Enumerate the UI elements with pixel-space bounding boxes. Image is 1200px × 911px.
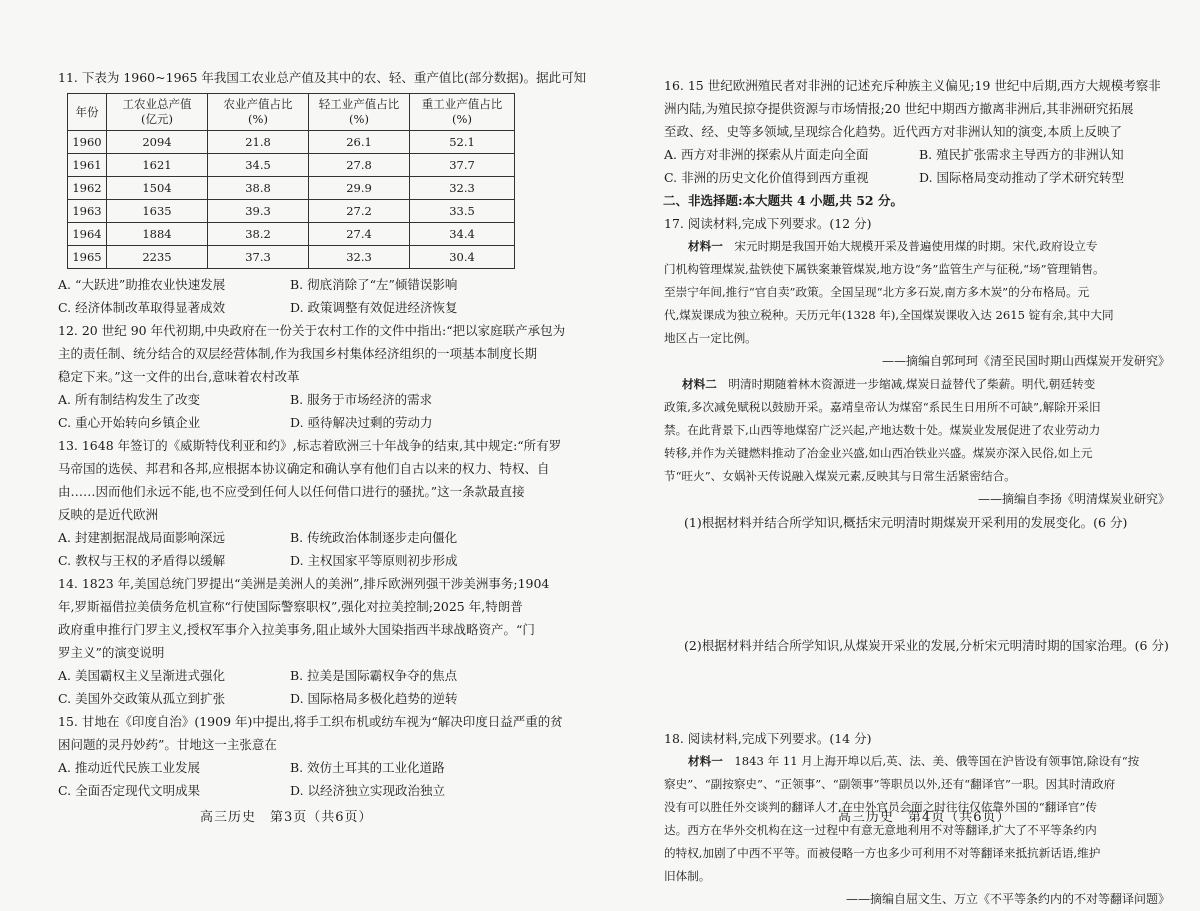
q14-line: 罗主义”的演变说明 — [58, 645, 165, 660]
table-cell: 27.8 — [309, 154, 410, 177]
table-cell: 1962 — [68, 177, 107, 200]
table-cell: 1884 — [107, 223, 208, 246]
option-c[interactable]: C. 美国外交政策从孤立到扩张 — [58, 691, 226, 706]
table-row — [68, 131, 515, 154]
q13-line: 由……因而他们永远不能,也不应受到任何人以任何借口进行的骚扰。”这一条款最直接 — [58, 484, 525, 499]
material-line: 没有可以胜任外交谈判的翻译人才,在中外官员会面之时往往仅依靠外国的“翻译官”传 — [664, 800, 1097, 814]
answer-space[interactable] — [664, 657, 1170, 727]
material-line: 旧体制。 — [664, 869, 711, 883]
table-cell: 34.4 — [410, 223, 515, 246]
q17-material-2-first-line — [664, 373, 1170, 396]
q12-line: 12. 20 世纪 90 年代初期,中央政府在一份关于农村工作的文件中指出:“把以家庭联产承包为 — [58, 323, 566, 338]
q16-options-row-1 — [664, 143, 1170, 166]
option-b[interactable]: B. 拉美是国际霸权争夺的焦点 — [290, 668, 458, 683]
q15-line: 困问题的灵丹妙药”。甘地这一主张意在 — [58, 737, 277, 752]
material-line: 政策,多次减免赋税以鼓励开采。嘉靖皇帝认为煤窑“系民生日用所不可缺”,解除开采旧 — [664, 400, 1101, 414]
table-cell: 1960 — [68, 131, 107, 154]
table-cell: 2094 — [107, 131, 208, 154]
q18-material-1-first-line — [664, 750, 1170, 773]
table-cell: 29.9 — [309, 177, 410, 200]
table-row — [68, 154, 515, 177]
q15-options-row-2 — [58, 779, 586, 802]
table-row — [68, 177, 515, 200]
q13-options-row-2 — [58, 549, 586, 572]
q17-sub-question-2: (2)根据材料并结合所学知识,从煤炭开采业的发展,分析宋元明清时期的国家治理。(6 分) — [684, 638, 1169, 653]
material-line: 察史”、“副按察史”、“正领事”、“副领事”等职员以外,还有“翻译官”一职。因其时清政府 — [664, 777, 1116, 791]
material-line: 达。西方在华外交机构在这一过程中有意无意地利用不对等翻译,扩大了不平等条约内 — [664, 823, 1097, 837]
q17-stem: 17. 阅读材料,完成下列要求。(12 分) — [664, 216, 872, 231]
material-line: 门机构管理煤炭,盐铁使下属铁案兼管煤炭,地方设“务”监管生产与征税,“场”管理销售。 — [664, 262, 1105, 276]
q11-stem: 11. 下表为 1960~1965 年我国工农业总产值及其中的农、轻、重产值比(部分数据)。据此可知 — [58, 70, 587, 85]
option-c[interactable]: C. 教权与王权的矛盾得以缓解 — [58, 553, 226, 568]
q16-line: 洲内陆,为殖民掠夺提供资源与市场情报;20 世纪中期西方撤离非洲后,其非洲研究拓展 — [664, 101, 1134, 116]
table-cell: 34.5 — [208, 154, 309, 177]
table-row — [68, 200, 515, 223]
q17-material-1-first-line — [664, 235, 1170, 258]
q11-table — [67, 93, 515, 269]
material-line: 禁。在此背景下,山西等地煤窑广泛兴起,产地达数十处。煤炭业发展促进了农业劳动力 — [664, 423, 1101, 437]
material-text: 1843 年 11 月上海开埠以后,英、法、美、俄等国在沪皆设有领事馆,除设有“按 — [722, 754, 1140, 768]
material-label: 材料一 — [688, 239, 723, 253]
table-cell: 52.1 — [410, 131, 515, 154]
table-header: 重工业产值占比 (%) — [410, 94, 515, 131]
table-cell: 32.3 — [410, 177, 515, 200]
material-line: 地区占一定比例。 — [664, 331, 757, 345]
material-text: 明清时期随着林木资源进一步缩减,煤炭日益替代了柴薪。明代,朝廷转变 — [716, 377, 1096, 391]
table-cell: 1963 — [68, 200, 107, 223]
q12-line: 主的责任制、统分结合的双层经营体制,作为我国乡村集体经济组织的一项基本制度长期 — [58, 346, 537, 361]
right-page — [602, 0, 1200, 906]
table-header: 轻工业产值占比 (%) — [309, 94, 410, 131]
q18-stem: 18. 阅读材料,完成下列要求。(14 分) — [664, 731, 872, 746]
table-cell: 32.3 — [309, 246, 410, 269]
option-c[interactable]: C. 非洲的历史文化价值得到西方重视 — [664, 170, 869, 185]
option-d[interactable]: D. 政策调整有效促进经济恢复 — [290, 300, 458, 315]
table-cell: 1635 — [107, 200, 208, 223]
q17-sub-question-1: (1)根据材料并结合所学知识,概括宋元明清时期煤炭开采利用的发展变化。(6 分) — [684, 515, 1128, 530]
q14-options-row-2 — [58, 687, 586, 710]
option-d[interactable]: D. 以经济独立实现政治独立 — [290, 783, 446, 798]
table-header: 年份 — [68, 94, 107, 131]
material-source: ——摘编自屈文生、万立《不平等条约内的不对等翻译问题》 — [845, 892, 1170, 906]
q11-options-row-1 — [58, 273, 586, 296]
material-line: 的特权,加剧了中西不平等。而被侵略一方也多少可利用不对等翻译来抵抗新话语,维护 — [664, 846, 1101, 860]
option-a[interactable]: A. “大跃进”助推农业快速发展 — [58, 277, 226, 292]
q11-options-row-2 — [58, 296, 586, 319]
material-source: ——摘编自郭珂珂《清至民国时期山西煤炭开发研究》 — [881, 354, 1170, 368]
q16-line: 至政、经、史等多领域,呈现综合化趋势。近代西方对非洲认知的演变,本质上反映了 — [664, 124, 1122, 139]
table-cell: 33.5 — [410, 200, 515, 223]
table-header: 工农业总产值 (亿元) — [107, 94, 208, 131]
option-a[interactable]: A. 所有制结构发生了改变 — [58, 392, 200, 407]
material-text: 宋元时期是我国开始大规模开采及普遍使用煤的时期。宋代,政府设立专 — [722, 239, 1098, 253]
option-d[interactable]: D. 主权国家平等原则初步形成 — [290, 553, 458, 568]
option-d[interactable]: D. 国际格局多极化趋势的逆转 — [290, 691, 458, 706]
material-line: 节“旺火”、女娲补天传说融入煤炭元素,反映其与日常生活紧密结合。 — [664, 469, 1016, 483]
table-cell: 38.2 — [208, 223, 309, 246]
material-label: 材料二 — [682, 377, 717, 391]
option-a[interactable]: A. 西方对非洲的探索从片面走向全面 — [664, 147, 869, 162]
option-d[interactable]: D. 亟待解决过剩的劳动力 — [290, 415, 433, 430]
q15-options-row-1 — [58, 756, 586, 779]
answer-space[interactable] — [664, 534, 1170, 634]
page-footer: 高三历史 第4页（共6页） — [838, 810, 1011, 825]
q15-line: 15. 甘地在《印度自治》(1909 年)中提出,将手工织布机或纺车视为“解决印度日益严重的贫 — [58, 714, 563, 729]
left-page — [0, 0, 598, 878]
table-row — [68, 223, 515, 246]
q13-options-row-1 — [58, 526, 586, 549]
q12-line: 稳定下来。”这一文件的出台,意味着农村改革 — [58, 369, 300, 384]
table-header: 农业产值占比 (%) — [208, 94, 309, 131]
q12-options-row-1 — [58, 388, 586, 411]
q16-options-row-2 — [664, 166, 1170, 189]
q13-line: 反映的是近代欧洲 — [58, 507, 159, 522]
material-label: 材料一 — [688, 754, 723, 768]
q13-line: 马帝国的选侯、邦君和各邦,应根据本协议确定和确认享有他们自古以来的权力、特权、自 — [58, 461, 550, 476]
table-cell: 38.8 — [208, 177, 309, 200]
option-c[interactable]: C. 全面否定现代文明成果 — [58, 783, 201, 798]
table-cell: 37.3 — [208, 246, 309, 269]
table-cell: 37.7 — [410, 154, 515, 177]
table-cell: 39.3 — [208, 200, 309, 223]
option-c[interactable]: C. 重心开始转向乡镇企业 — [58, 415, 201, 430]
section-heading: 二、非选择题:本大题共 4 小题,共 52 分。 — [663, 193, 903, 208]
option-b[interactable]: B. 殖民扩张需求主导西方的非洲认知 — [919, 147, 1124, 162]
table-cell: 1504 — [107, 177, 208, 200]
table-cell: 21.8 — [208, 131, 309, 154]
q14-line: 政府重申推行门罗主义,授权军事介入拉美事务,阻止域外大国染指西半球战略资产。“门 — [58, 622, 535, 637]
table-cell: 1964 — [68, 223, 107, 246]
q14-line: 14. 1823 年,美国总统门罗提出“美洲是美洲人的美洲”,排斥欧洲列强干涉美洲事务;1904 — [58, 576, 550, 591]
option-b[interactable]: B. 传统政治体制逐步走向僵化 — [290, 530, 458, 545]
q13-line: 13. 1648 年签订的《威斯特伐利亚和约》,标志着欧洲三十年战争的结束,其中规定:“所有罗 — [58, 438, 562, 453]
table-cell: 30.4 — [410, 246, 515, 269]
table-header-row — [68, 94, 515, 131]
option-c[interactable]: C. 经济体制改革取得显著成效 — [58, 300, 226, 315]
table-cell: 26.1 — [309, 131, 410, 154]
option-a[interactable]: A. 美国霸权主义呈渐进式强化 — [58, 668, 225, 683]
table-cell: 27.4 — [309, 223, 410, 246]
q16-line: 16. 15 世纪欧洲殖民者对非洲的记述充斥种族主义偏见;19 世纪中后期,西方大规模考察非 — [664, 78, 1161, 93]
table-cell: 27.2 — [309, 200, 410, 223]
table-cell: 1621 — [107, 154, 208, 177]
table-cell: 2235 — [107, 246, 208, 269]
q14-options-row-1 — [58, 664, 586, 687]
table-cell: 1965 — [68, 246, 107, 269]
material-source: ——摘编自李扬《明清煤炭业研究》 — [977, 492, 1170, 506]
option-a[interactable]: A. 封建割据混战局面影响深远 — [58, 530, 225, 545]
option-b[interactable]: B. 服务于市场经济的需求 — [290, 392, 433, 407]
option-a[interactable]: A. 推动近代民族工业发展 — [58, 760, 200, 775]
q14-line: 年,罗斯福借拉美债务危机宣称“行使国际警察职权”,强化对拉美控制;2025 年,特朗普 — [58, 599, 523, 614]
page-footer: 高三历史 第3页（共6页） — [200, 810, 373, 825]
q12-options-row-2 — [58, 411, 586, 434]
table-row — [68, 246, 515, 269]
table-cell: 1961 — [68, 154, 107, 177]
material-line: 代,煤炭课成为独立税种。天历元年(1328 年),全国煤炭课收入达 2615 锭有余,其中大同 — [664, 308, 1114, 322]
option-d[interactable]: D. 国际格局变动推动了学术研究转型 — [919, 170, 1125, 185]
material-line: 至崇宁年间,推行“官自卖”政策。全国呈现“北方多石炭,南方多木炭”的分布格局。元 — [664, 285, 1090, 299]
material-line: 转移,并作为关键燃料推动了冶金业兴盛,如山西冶铁业兴盛。煤炭亦深入民俗,如上元 — [664, 446, 1093, 460]
option-b[interactable]: B. 效仿土耳其的工业化道路 — [290, 760, 445, 775]
option-b[interactable]: B. 彻底消除了“左”倾错误影响 — [290, 277, 458, 292]
